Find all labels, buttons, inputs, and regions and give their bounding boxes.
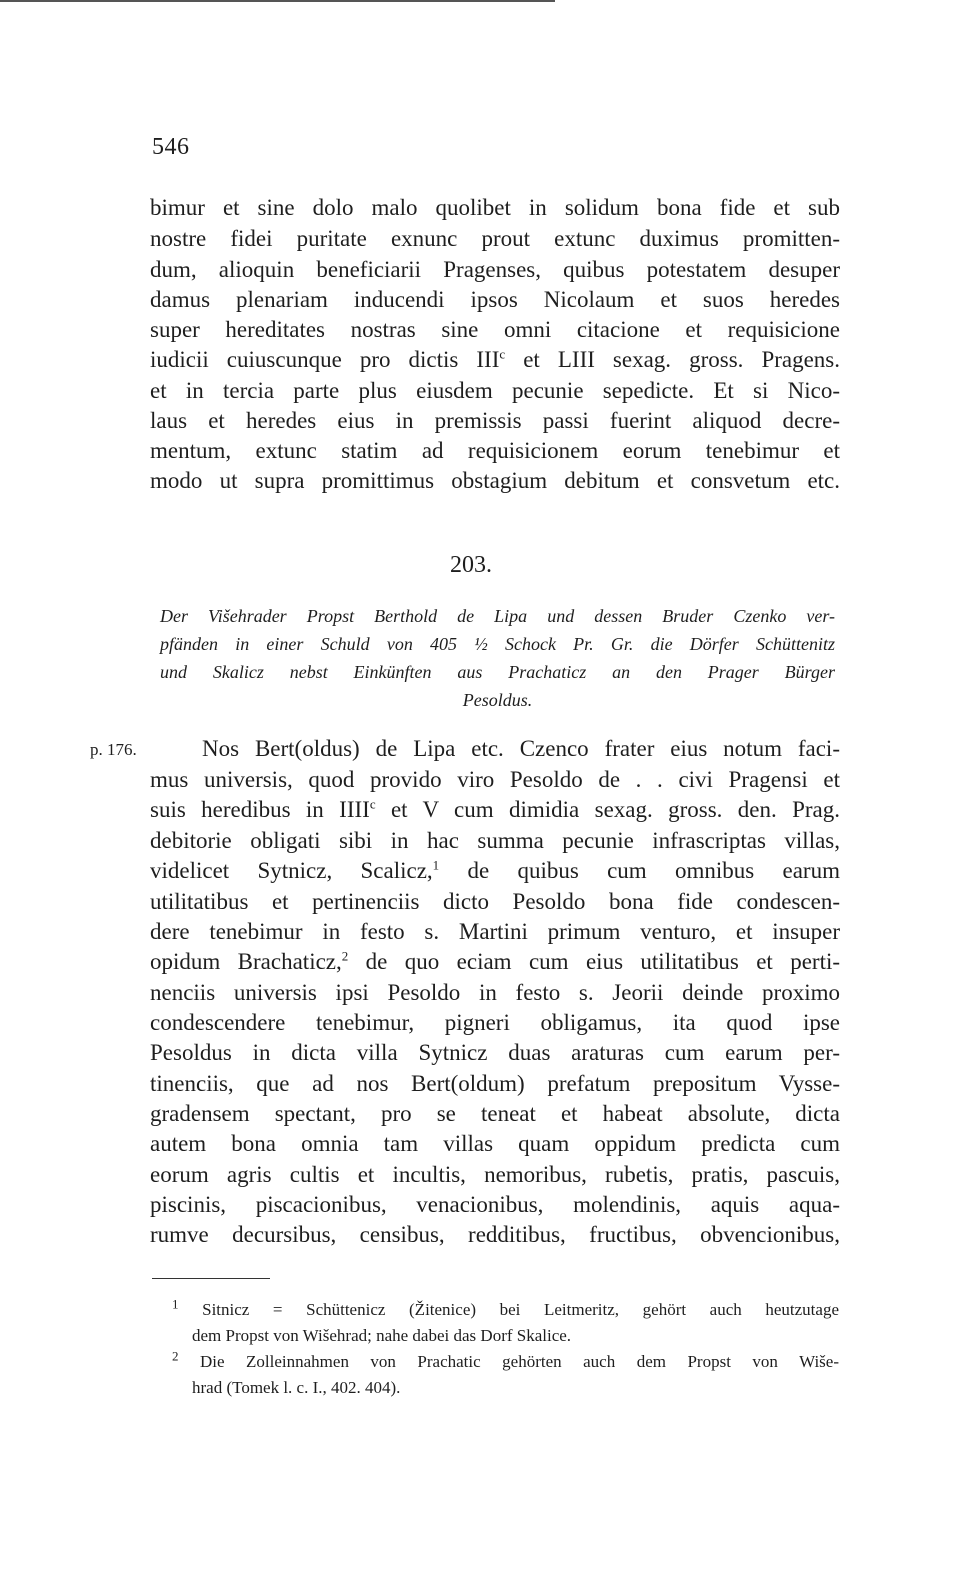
text-line: dere tenebimur in festo s. Martini primum venturo, et insuper bbox=[150, 919, 840, 944]
footnote-mark: 1 bbox=[172, 1296, 179, 1312]
margin-page-reference: p. 176. bbox=[90, 740, 137, 759]
footnote-line: hrad (Tomek l. c. I., 402. 404). bbox=[192, 1378, 401, 1397]
text-line: Pesoldus in dicta villa Sytnicz duas araturas cum earum per- bbox=[150, 1040, 840, 1065]
footnote-rule bbox=[152, 1278, 270, 1279]
headnote-line: Der Višehrader Propst Berthold de Lipa und dessen Bruder Czenko ver- bbox=[160, 606, 835, 626]
text-line bbox=[150, 947, 840, 977]
text-line: et in tercia parte plus eiusdem pecunie sepedicte. Et si Nico- bbox=[150, 378, 840, 403]
text-segment: opidum Brachaticz, bbox=[150, 949, 342, 974]
text-line: laus et heredes eius in premissis passi fuerint aliquod decre- bbox=[150, 408, 840, 433]
text-segment: de quibus cum omnibus earum bbox=[439, 858, 840, 883]
text-segment: de quo eciam cum eius utilitatibus et perti- bbox=[348, 949, 841, 974]
text-line: debitorie obligati sibi in hac summa pecunie infrascriptas villas, bbox=[150, 828, 840, 853]
footnote-mark: 2 bbox=[172, 1348, 179, 1364]
text-segment: iudicii cuiuscunque pro dictis III bbox=[150, 347, 500, 372]
text-line: rumve decursibus, censibus, redditibus, fructibus, obvencionibus, bbox=[150, 1222, 840, 1247]
superscript: c bbox=[369, 796, 376, 812]
superscript: c bbox=[499, 346, 506, 362]
text-line: nostre fidei puritate exnunc prout extunc duximus promitten- bbox=[150, 226, 840, 251]
text-line: Nos Bert(oldus) de Lipa etc. Czenco frater eius notum faci- bbox=[202, 736, 840, 761]
text-line: mus universis, quod provido viro Pesoldo de . . civi Pragensi et bbox=[150, 767, 840, 792]
text-segment: suis heredibus in IIII bbox=[150, 797, 370, 822]
text-line bbox=[150, 856, 840, 886]
text-line: super hereditates nostras sine omni citacione et requisicione bbox=[150, 317, 840, 342]
text-line: tinenciis, que ad nos Bert(oldum) prefatum prepositum Vysse- bbox=[150, 1071, 840, 1096]
text-line bbox=[150, 795, 840, 825]
text-segment: et V cum dimidia sexag. gross. den. Prag. bbox=[375, 797, 840, 822]
footnote-line bbox=[172, 1350, 839, 1374]
text-line: modo ut supra promittimus obstagium debitum et consvetum etc. bbox=[150, 468, 840, 493]
top-edge-rule bbox=[0, 0, 555, 2]
footnote-ref: 1 bbox=[432, 857, 440, 873]
headnote-line: pfänden in einer Schuld von 405 ½ Schock Pr. Gr. die Dörfer Schüttenitz bbox=[160, 634, 835, 654]
text-line: nenciis universis ipsi Pesoldo in festo s. Jeorii deinde proximo bbox=[150, 980, 840, 1005]
document-number: 203. bbox=[450, 552, 492, 578]
footnote-text: Sitnicz = Schüttenicz (Žitenice) bei Leitmeritz, gehört auch heutzutage bbox=[202, 1300, 839, 1319]
text-line: dum, alioquin beneficiarii Pragenses, quibus potestatem desuper bbox=[150, 257, 840, 282]
text-line: gradensem spectant, pro se teneat et habeat absolute, dicta bbox=[150, 1101, 840, 1126]
footnote-ref: 2 bbox=[341, 948, 349, 964]
text-line: damus plenariam inducendi ipsos Nicolaum et suos heredes bbox=[150, 287, 840, 312]
footnote-line: dem Propst von Wišehrad; nahe dabei das Dorf Skalice. bbox=[192, 1326, 572, 1345]
footnote-text: Die Zolleinnahmen von Prachatic gehörten auch dem Propst von Wiše- bbox=[200, 1352, 839, 1371]
headnote-line: Pesoldus. bbox=[462, 690, 533, 710]
footnote-line bbox=[172, 1298, 839, 1322]
headnote-line: und Skalicz nebst Einkünften aus Prachaticz an den Prager Bürger bbox=[160, 662, 835, 682]
text-line: utilitatibus et pertinenciis dicto Pesoldo bona fide condescen- bbox=[150, 889, 840, 914]
text-line: condescendere tenebimur, pigneri obligamus, ita quod ipse bbox=[150, 1010, 840, 1035]
text-line: mentum, extunc statim ad requisicionem eorum tenebimur et bbox=[150, 438, 840, 463]
text-line: piscinis, piscacionibus, venacionibus, molendinis, aquis aqua- bbox=[150, 1192, 840, 1217]
text-segment: et LIII sexag. gross. Pragens. bbox=[505, 347, 841, 372]
page-number: 546 bbox=[152, 134, 190, 160]
text-line: bimur et sine dolo malo quolibet in solidum bona fide et sub bbox=[150, 195, 840, 220]
text-segment: videlicet Sytnicz, Scalicz, bbox=[150, 858, 433, 883]
text-line bbox=[150, 345, 840, 375]
text-line: eorum agris cultis et incultis, nemoribus, rubetis, pratis, pascuis, bbox=[150, 1162, 840, 1187]
text-line: autem bona omnia tam villas quam oppidum predicta cum bbox=[150, 1131, 840, 1156]
